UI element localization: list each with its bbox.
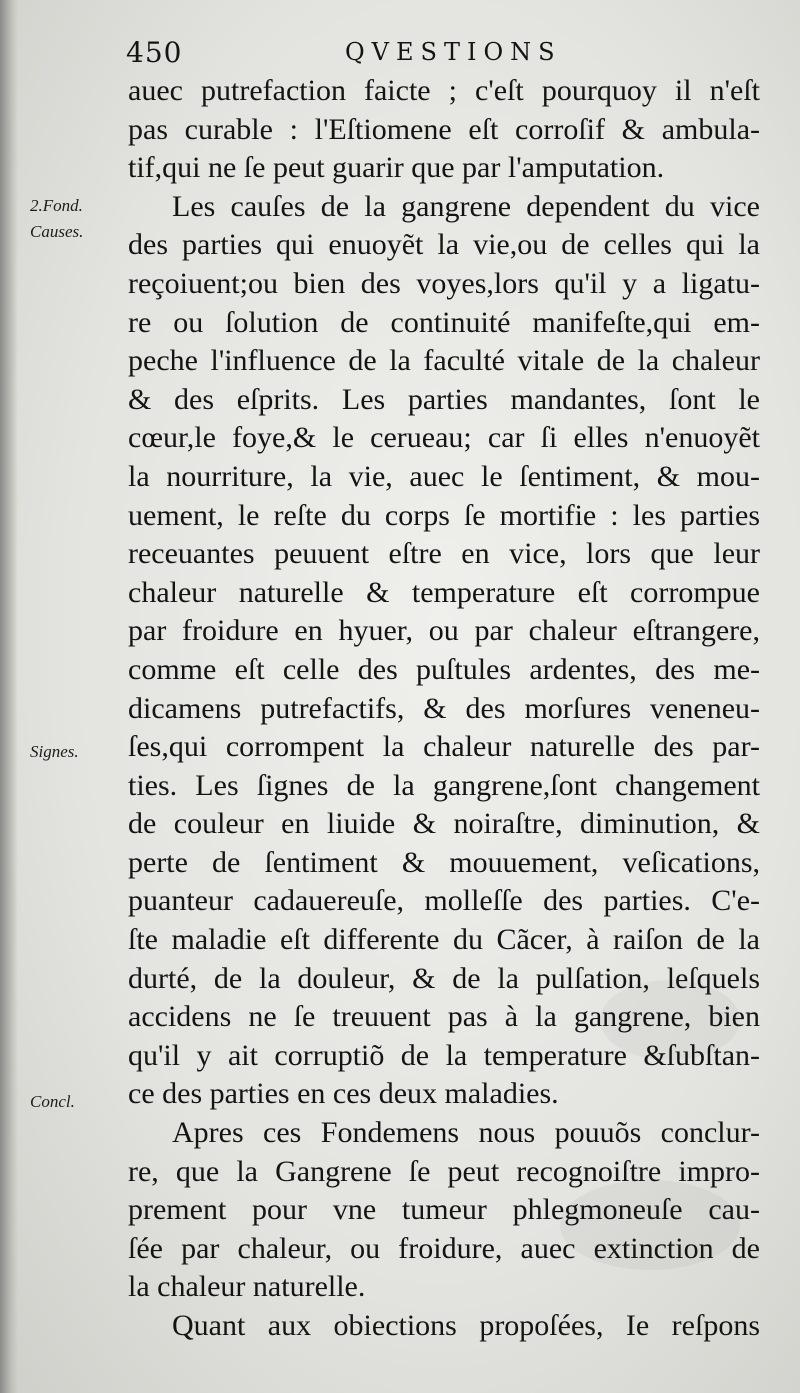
binding-gutter [0, 0, 18, 1393]
text-line: Quant aux obiections propoſées, Ie reſpons [172, 1309, 760, 1342]
margin-note-fondement: 2.Fond. [30, 196, 83, 215]
margin-note-conclusion: Concl. [30, 1092, 75, 1111]
running-head: QVESTIONS [345, 38, 562, 66]
text-line: prement pour vne tumeur phlegmoneuſe cau- [128, 1193, 760, 1227]
text-line: des parties qui enuoyẽt la vie,ou de celles qui la [128, 228, 760, 262]
body-text [128, 72, 760, 1346]
text-line: dicamens putrefactifs, & des morſures veneneu- [128, 691, 760, 725]
page-number: 450 [126, 36, 183, 69]
text-line: puanteur cadauereuſe, molleſſe des parties. C'e- [128, 884, 760, 918]
text-line: uement, le reſte du corps ſe mortifie : les parties [128, 498, 760, 532]
text-line: perte de ſentiment & mouuement, veſications, [128, 845, 760, 879]
text-line: accidens ne ſe treuuent pas à la gangrene, bien [128, 1000, 760, 1034]
text-line: receuantes peuuent eſtre en vice, lors que leur [128, 537, 760, 571]
margin-note-signes: Signes. [30, 742, 79, 761]
text-line: & des eſprits. Les parties mandantes, ſont le [128, 382, 760, 416]
text-line: tif,qui ne ſe peut guarir que par l'amputation. [128, 151, 665, 185]
text-line: re ou ſolution de continuité manifeſte,qui em- [128, 305, 760, 339]
text-line: ſes,qui corrompent la chaleur naturelle des par- [128, 730, 760, 764]
text-line: ſée par chaleur, ou froidure, auec extinction de [128, 1231, 760, 1265]
text-line: la nourriture, la vie, auec le ſentiment, & mou- [128, 459, 760, 493]
text-line: ce des parties en ces deux maladies. [128, 1077, 559, 1111]
text-line: qu'il y ait corruptiõ de la temperature &ſubſtan- [128, 1038, 760, 1072]
margin-note-causes: Causes. [30, 222, 84, 241]
text-line: de couleur en liuide & noiraſtre, diminution, & [128, 807, 760, 841]
text-line: cœur,le foye,& le cerueau; car ſi elles n'enuoyẽt [128, 421, 760, 455]
text-line: durté, de la douleur, & de la pulſation, leſquels [128, 961, 760, 995]
text-line: ties. Les ſignes de la gangrene,ſont changement [128, 768, 760, 802]
text-line: la chaleur naturelle. [128, 1270, 366, 1304]
text-line: peche l'influence de la faculté vitale de la chaleur [128, 344, 760, 378]
text-line: reçoiuent;ou bien des voyes,lors qu'il y a ligatu- [128, 266, 760, 300]
text-line: par froidure en hyuer, ou par chaleur eſtrangere, [128, 614, 760, 648]
text-line: chaleur naturelle & temperature eſt corrompue [128, 575, 760, 609]
page-header [120, 36, 760, 72]
text-line: Les cauſes de la gangrene dependent du vice [172, 189, 760, 223]
text-line: ſte maladie eſt differente du Cãcer, à raiſon de la [128, 923, 760, 957]
text-line: Apres ces Fondemens nous pouuõs conclur- [172, 1116, 760, 1150]
text-line: re, que la Gangrene ſe peut recognoiſtre impro- [128, 1154, 760, 1188]
text-line: auec putrefaction faicte ; c'eſt pourquoy il n'eſt [128, 74, 760, 107]
text-line: comme eſt celle des puſtules ardentes, des me- [128, 652, 760, 686]
text-line: pas curable : l'Eſtiomene eſt corroſif & ambula- [128, 112, 760, 146]
